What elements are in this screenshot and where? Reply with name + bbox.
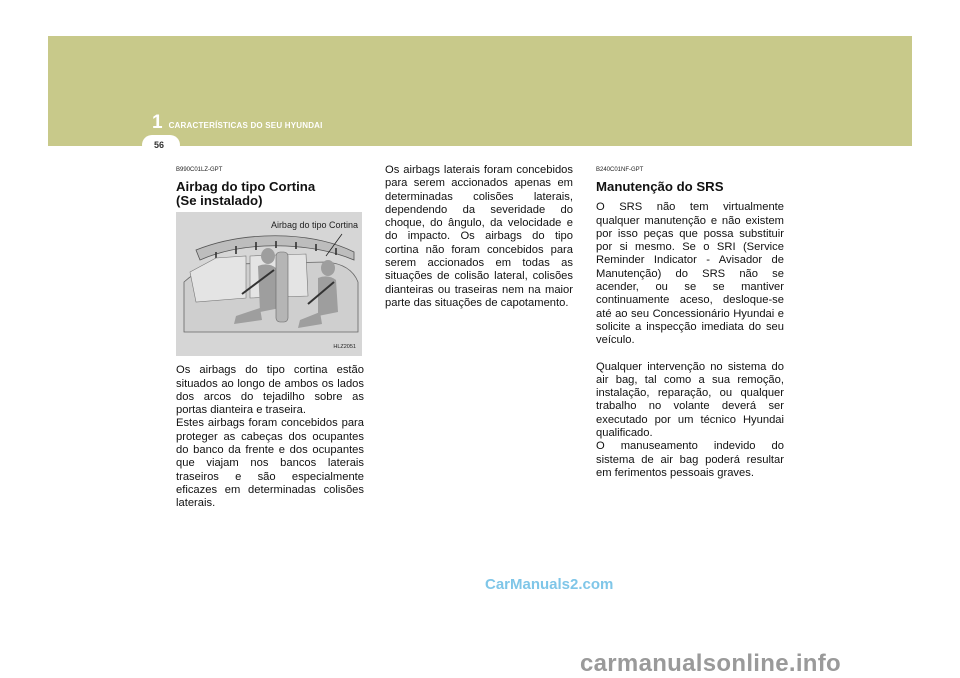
page-number: 56	[154, 140, 165, 150]
paragraph: O SRS não tem virtualmente qualquer manutenção e não existem por isso peças que possa substituir por si mesmo. Se o SRI (Service Reminder Indicator - Avisador de Manutenção) do SRS não se acender, ou se se mantiver continuamente aceso, desloque-se até ao seu Concessionário Hyundai e solicite a inspecção imediata do seu veículo.	[596, 201, 784, 347]
paragraph: O manuseamento indevido do sistema de air bag poderá resultar em ferimentos pessoais graves.	[596, 440, 784, 479]
column-2	[385, 164, 573, 319]
chapter-title: CARACTERÍSTICAS DO SEU HYUNDAI	[168, 121, 323, 130]
figure-code: HLZ2051	[333, 344, 356, 350]
heading-line-2: (Se instalado)	[176, 193, 263, 209]
paragraph: Os airbags laterais foram concebidos para serem accionados apenas em determinadas colisões laterais, dependendo da severidade do choque, do ângulo, da velocidade e do impacto. Os airbags do tipo cortina não foram concebidos para serem accionados em todas as situações de colisão lateral, colisões dianteiras ou traseiras nem na maior parte das situações de capotamento.	[385, 164, 573, 309]
figure-callout-label: Airbag do tipo Cortina	[270, 220, 358, 231]
paragraph: Estes airbags foram concebidos para proteger as cabeças dos ocupantes do banco da frente e dos ocupantes que viajam nos bancos laterais traseiros e são especialmente eficazes em determinadas colisões laterais.	[176, 417, 364, 510]
curtain-airbag-figure	[176, 212, 362, 356]
section-code: B990C01LZ-GPT	[176, 167, 223, 173]
paragraph: Os airbags do tipo cortina estão situados ao longo de ambos os lados dos arcos do tejadilho sobre as portas dianteira e traseira.	[176, 364, 364, 417]
column-3	[596, 164, 784, 489]
heading-line-1: Airbag do tipo Cortina	[176, 179, 316, 195]
section-heading: Manutenção do SRS	[596, 179, 724, 195]
section-heading	[176, 180, 364, 208]
chapter-header	[152, 112, 323, 134]
watermark-carmanualsonline[interactable]: carmanualsonline.info	[580, 650, 842, 677]
column-1	[176, 164, 364, 520]
car-interior-illustration	[176, 212, 362, 356]
watermark-carmanuals2[interactable]: CarManuals2.com	[485, 576, 614, 593]
paragraph: Qualquer intervenção no sistema do air bag, tal como a sua remoção, instalação, reparação, ou qualquer trabalho no volante deverá ser executado por um técnico Hyundai qualificado.	[596, 360, 784, 440]
section-code: B240C01NF-GPT	[596, 167, 644, 173]
chapter-number: 1	[152, 112, 163, 133]
